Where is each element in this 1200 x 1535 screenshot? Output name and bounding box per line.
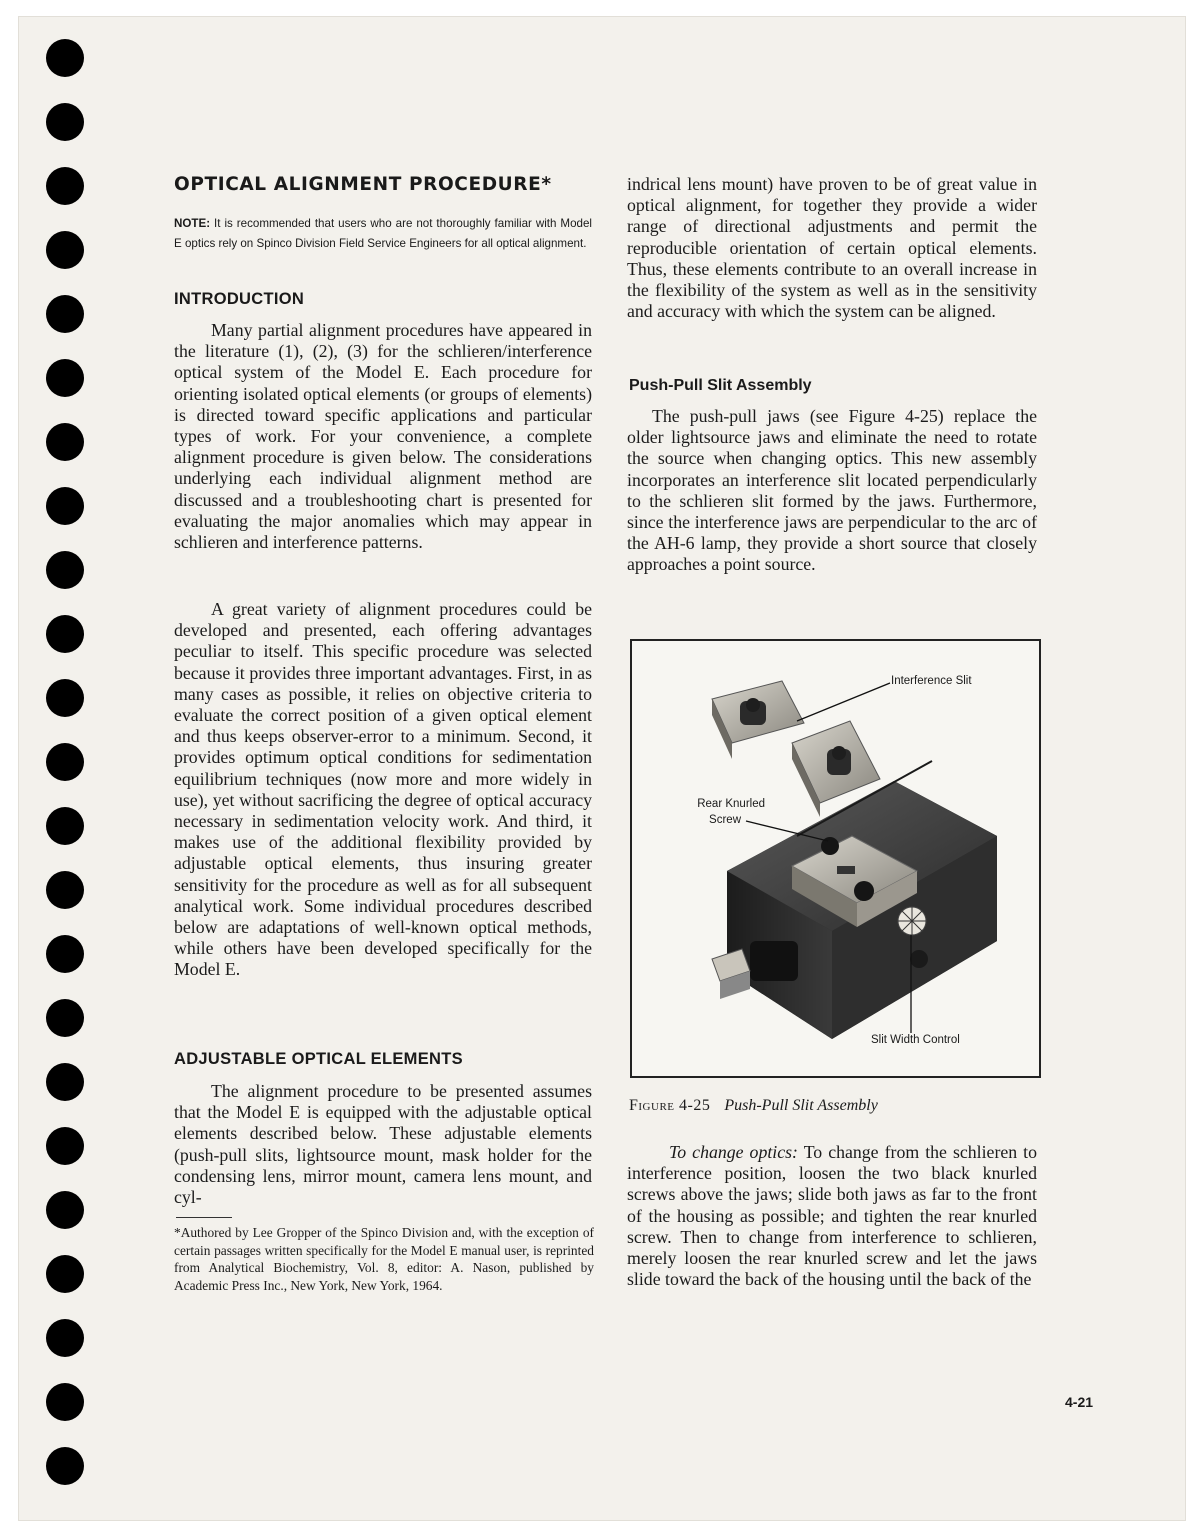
note-label: NOTE:	[174, 217, 211, 230]
binder-hole	[46, 1127, 84, 1165]
binder-hole	[46, 1063, 84, 1101]
manual-page	[18, 16, 1186, 1521]
figure-label: Figure 4-25	[629, 1097, 711, 1114]
binder-hole	[46, 551, 84, 589]
binder-hole	[46, 1191, 84, 1229]
change-optics-label: To change optics:	[669, 1142, 798, 1162]
callout-slit-width-control: Slit Width Control	[871, 1034, 960, 1046]
binder-hole	[46, 615, 84, 653]
page-title: OPTICAL ALIGNMENT PROCEDURE*	[174, 174, 552, 195]
footnote-rule	[176, 1217, 232, 1218]
page-number: 4-21	[1065, 1394, 1094, 1410]
note-block	[174, 214, 592, 254]
binder-hole	[46, 1383, 84, 1421]
binder-hole	[46, 103, 84, 141]
slit-assembly-photo	[632, 641, 1039, 1076]
binder-hole	[46, 743, 84, 781]
push-pull-heading: Push-Pull Slit Assembly	[629, 377, 812, 394]
adjustable-paragraph-1: The alignment procedure to be presented assumes that the Model E is equipped with the adjustable optical elements described below. These adjustable elements (push-pull slits, lightsource mount, mask holder for the condensing lens, mirror mount, camera lens mount, and cyl-	[174, 1081, 592, 1208]
binder-hole	[46, 295, 84, 333]
change-optics-paragraph	[627, 1142, 1037, 1290]
change-optics-text: To change from the schlieren to interference position, loosen the two black knurled screws above the jaws; slide both jaws as far to the front of the housing as possible; and tighten the rear knurled screw. Then to change from interference to schlieren, merely loosen the rear knurled screw and let the jaws slide toward the back of the housing until the back of the	[627, 1142, 1038, 1290]
callout-interference-slit: Interference Slit	[891, 675, 972, 687]
note-text: It is recommended that users who are not thoroughly familiar with Model E optics rely on Spinco Division Field Service Engineers for all optical alignment.	[174, 217, 592, 250]
binder-hole	[46, 1319, 84, 1357]
binder-hole	[46, 231, 84, 269]
adjustable-paragraph-continued: indrical lens mount) have proven to be of great value in optical alignment, for together they provide a wider range of directional adjustments and permit the reproducible orientation of certain optical elements. Thus, these elements contribute to an overall increase in the flexibility of the system as well as in the sensitivity and accuracy with which the system can be aligned.	[627, 174, 1037, 322]
binder-hole	[46, 167, 84, 205]
figure-caption	[629, 1097, 878, 1115]
binder-hole	[46, 935, 84, 973]
binder-hole	[46, 807, 84, 845]
callout-rear-knurled-line1: Rear Knurled	[697, 798, 765, 810]
binder-hole	[46, 871, 84, 909]
introduction-paragraph-2: A great variety of alignment procedures could be developed and presented, each offering advantages peculiar to itself. This specific procedure was selected because it provides three important advantages. First, in as many cases as possible, it relies on objective criteria to evaluate the correct position of a given optical element and thus keeps observer-error to a minimum. Second, it provides optimum optical conditions for sedimentation equilibrium techniques (now more and more widely in use), yet without sacrificing the degree of optical accuracy necessary in sedimentation velocity work. And third, it makes use of the additional flexibility provided by adjustable optical elements, thus insuring greater sensitivity for the procedure as well as for all subsequent analytical work. Some individual procedures described below are adaptations of well-known optical methods, while others have been developed specifically for the Model E.	[174, 599, 592, 980]
binder-hole	[46, 999, 84, 1037]
push-pull-paragraph: The push-pull jaws (see Figure 4-25) replace the older lightsource jaws and eliminate the need to rotate the source when changing optics. This new assembly incorporates an interference slit located perpendicularly to the schlieren slit formed by the jaws. Furthermore, since the interference jaws are perpendicular to the arc of the AH-6 lamp, they provide a short source that closely approaches a point source.	[627, 406, 1037, 575]
footnote: *Authored by Lee Gropper of the Spinco Division and, with the exception of certain passages written specifically for the Model E manual user, is reprinted from Analytical Biochemistry, Vol. 8, editor: A. Nason, published by Academic Press Inc., New York, New York, 1964.	[174, 1225, 594, 1293]
callout-rear-knurled-line2: Screw	[709, 814, 741, 826]
binder-hole	[46, 423, 84, 461]
binder-hole	[46, 487, 84, 525]
binder-hole	[46, 1447, 84, 1485]
figure-4-25	[630, 639, 1041, 1078]
binder-hole	[46, 359, 84, 397]
introduction-paragraph-1: Many partial alignment procedures have appeared in the literature (1), (2), (3) for the schlieren/interference optical system of the Model E. Each procedure for orienting isolated optical elements (or groups of elements) is directed toward specific applications and particular types of work. For your convenience, a complete alignment procedure is given below. The considerations underlying each individual alignment method are discussed and a troubleshooting chart is presented for evaluating the major anomalies which may appear in schlieren and interference patterns.	[174, 320, 592, 553]
figure-title: Push-Pull Slit Assembly	[724, 1097, 878, 1114]
binder-hole	[46, 1255, 84, 1293]
binder-hole	[46, 39, 84, 77]
loose-jaw-left	[712, 681, 804, 759]
adjustable-elements-heading: ADJUSTABLE OPTICAL ELEMENTS	[174, 1050, 463, 1068]
binder-hole	[46, 679, 84, 717]
introduction-heading: INTRODUCTION	[174, 290, 305, 308]
side-fitting	[712, 949, 750, 999]
